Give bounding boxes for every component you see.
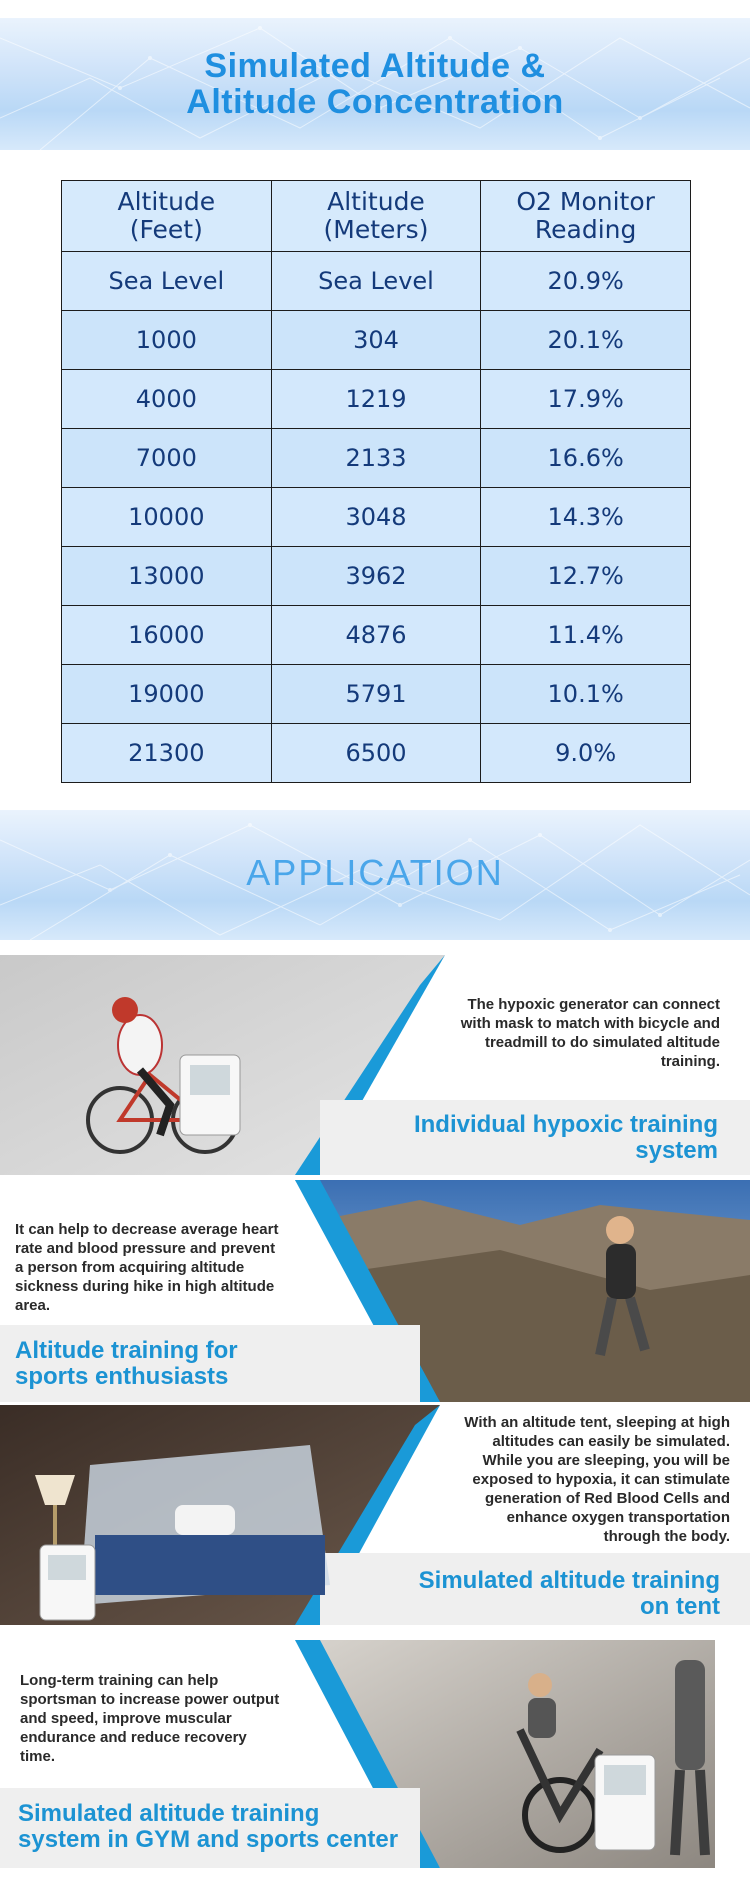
description-line: exposed to hypoxia, it can stimulate [472,1471,730,1488]
table-row [62,724,691,783]
cell-feet: 19000 [62,665,272,724]
caption-line: Simulated altitude training [418,1567,720,1594]
description-line: While you are sleeping, you will be [482,1452,730,1469]
section-4-description [20,1671,320,1766]
cell-o2: 9.0% [481,724,691,783]
description-line: and speed, improve muscular [20,1710,232,1727]
cell-feet: 7000 [62,429,272,488]
cell-meters: 5791 [271,665,481,724]
title-banner [0,18,750,150]
cell-o2: 14.3% [481,488,691,547]
description-line: Long-term training can help [20,1672,219,1689]
table-row [62,370,691,429]
cell-feet: 1000 [62,311,272,370]
column-header-text: Altitude [327,187,425,216]
table-row [62,606,691,665]
description-line: through the body. [603,1528,730,1545]
cell-feet: 4000 [62,370,272,429]
column-header-unit: (Meters) [323,215,429,244]
description-line: The hypoxic generator can connect [467,996,720,1013]
column-header-text: Altitude [117,187,216,216]
section-3-caption [360,1568,720,1620]
caption-line: Individual hypoxic training [413,1111,718,1138]
page-title [0,48,750,120]
caption-line: sports enthusiasts [15,1363,229,1390]
description-line: enhance oxygen transportation [506,1509,730,1526]
description-line: With an altitude tent, sleeping at high [464,1414,730,1431]
table-row [62,547,691,606]
cell-o2: 16.6% [481,429,691,488]
page-title-line-1: Simulated Altitude & [204,47,546,85]
table-row [62,429,691,488]
description-line: generation of Red Blood Cells and [484,1490,730,1507]
caption-line: system [635,1137,718,1164]
application-section-1 [0,955,750,1175]
application-banner [0,810,750,940]
description-line: training. [660,1053,720,1070]
cell-meters: 4876 [271,606,481,665]
description-line: sickness during hike in high altitude [15,1278,275,1295]
description-line: area. [15,1297,51,1314]
description-line: altitudes can easily be simulated. [492,1433,730,1450]
cell-feet: Sea Level [62,252,272,311]
cell-meters: 3962 [271,547,481,606]
cell-feet: 21300 [62,724,272,783]
column-header-text: O2 Monitor [516,187,655,216]
column-header-feet [62,181,272,252]
table-row [62,488,691,547]
section-1-caption [360,1112,718,1164]
caption-line: Simulated altitude training [18,1800,320,1827]
application-section-2 [0,1180,750,1402]
cell-o2: 17.9% [481,370,691,429]
cell-meters: 1219 [271,370,481,429]
cell-meters: 2133 [271,429,481,488]
section-2-description [15,1220,305,1315]
application-section-4 [0,1640,750,1868]
cell-feet: 13000 [62,547,272,606]
cell-o2: 12.7% [481,547,691,606]
section-1-description [430,995,720,1071]
table-row [62,252,691,311]
column-header-meters [271,181,481,252]
description-line: treadmill to do simulated altitude [484,1034,720,1051]
cell-o2: 11.4% [481,606,691,665]
cell-o2: 20.9% [481,252,691,311]
description-line: rate and blood pressure and prevent [15,1240,276,1257]
cell-feet: 10000 [62,488,272,547]
description-line: with mask to match with bicycle and [460,1015,720,1032]
column-header-unit: (Feet) [129,215,203,244]
cell-feet: 16000 [62,606,272,665]
cell-o2: 10.1% [481,665,691,724]
application-section-3 [0,1405,750,1625]
page-title-line-2: Altitude Concentration [186,83,564,121]
cell-meters: 6500 [271,724,481,783]
caption-line: system in GYM and sports center [18,1826,399,1853]
description-line: It can help to decrease average heart [15,1221,279,1238]
application-title: APPLICATION [246,852,504,893]
cell-meters: 304 [271,311,481,370]
cell-meters: Sea Level [271,252,481,311]
caption-line: Altitude training for [15,1337,238,1364]
cell-meters: 3048 [271,488,481,547]
altitude-concentration-table [61,180,691,783]
section-4-caption [18,1801,418,1853]
description-line: sportsman to increase power output [20,1691,280,1708]
description-line: a person from acquiring altitude [15,1259,245,1276]
column-header-unit: Reading [534,215,637,244]
caption-line: on tent [640,1593,720,1620]
description-line: time. [20,1748,56,1765]
table-row [62,311,691,370]
cell-o2: 20.1% [481,311,691,370]
description-line: endurance and reduce recovery [20,1729,247,1746]
table-header-row [62,181,691,252]
section-2-caption [15,1338,375,1390]
table-row [62,665,691,724]
column-header-o2-reading [481,181,691,252]
section-3-description [425,1413,730,1546]
altitude-table-container [61,180,691,783]
